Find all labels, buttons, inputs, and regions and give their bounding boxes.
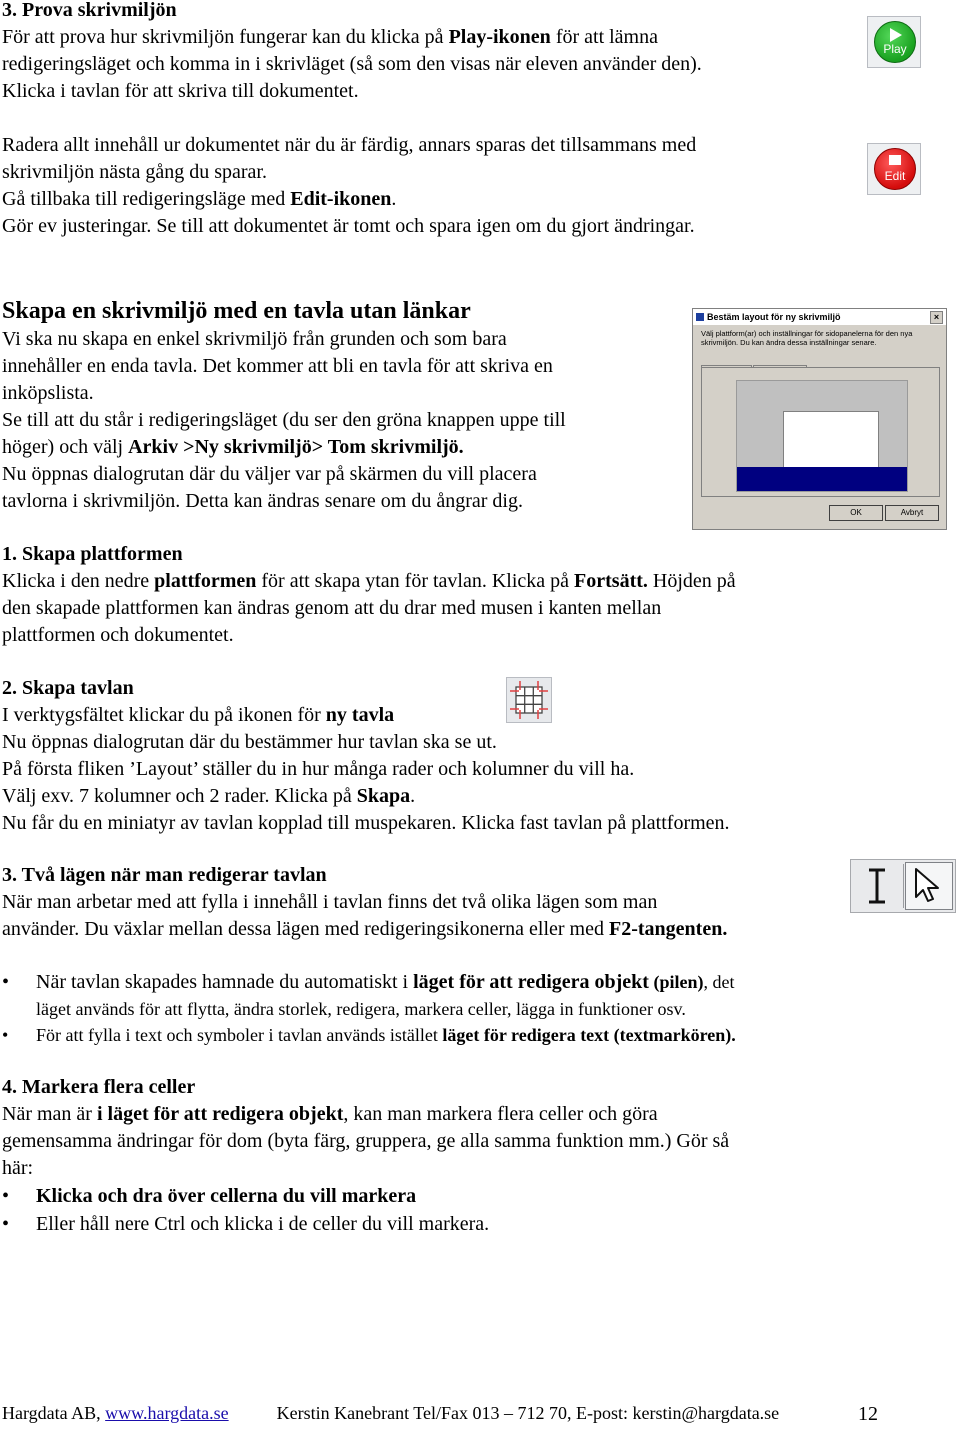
bullet: •	[2, 1185, 10, 1207]
dialog-desc-line: Välj plattform(ar) och inställningar för sidopanelerna för den nya	[701, 329, 913, 338]
divider	[903, 864, 904, 908]
list-item-text: För att fylla i text och symboler i tavlan används istället läget för redigera text (textmarkören).	[36, 1025, 736, 1045]
paragraph-line: Gör ev justeringar. Se till att dokumentet är tomt och spara igen om du gjort ändringar.	[2, 215, 695, 237]
page-footer	[2, 1402, 779, 1424]
document-area	[783, 411, 879, 475]
bullet: •	[2, 971, 10, 993]
list-item	[2, 1183, 416, 1210]
footer-company: Hargdata AB,	[2, 1403, 106, 1423]
section-step2	[2, 675, 730, 837]
paragraph-line: För att prova hur skrivmiljön fungerar kan du klicka på Play-ikonen för att lämna	[2, 26, 658, 48]
page-number: 12	[858, 1403, 878, 1425]
paragraph-line: När man arbetar med att fylla i innehåll i tavlan finns det två olika lägen som man	[2, 891, 658, 913]
list-item-text: läget används för att flytta, ändra storlek, redigera, markera celler, lägga in funktioner osv.	[36, 999, 686, 1019]
arrow-cursor-icon	[905, 862, 953, 910]
list-item-text: Eller håll nere Ctrl och klicka i de celler du vill markera.	[36, 1213, 490, 1235]
paragraph-line: Nu öppnas dialogrutan där du väljer var på skärmen du vill placera	[2, 463, 537, 485]
paragraph-line: Nu får du en miniatyr av tavlan kopplad till muspekaren. Klicka fast tavlan på plattformen.	[2, 812, 730, 834]
paragraph-line: Gå tillbaka till redigeringsläge med Edit-ikonen.	[2, 188, 397, 210]
paragraph-line: Klicka i den nedre plattformen för att skapa ytan för tavlan. Klicka på Fortsätt. Höjden på	[2, 570, 736, 592]
paragraph-line: Radera allt innehåll ur dokumentet när du är färdig, annars sparas det tillsammans med	[2, 134, 697, 156]
list-item-text: Klicka och dra över cellerna du vill markera	[36, 1185, 417, 1207]
list-item	[2, 1211, 489, 1238]
paragraph-line: här:	[2, 1157, 34, 1179]
paragraph-line: använder. Du växlar mellan dessa lägen med redigeringsikonerna eller med F2-tangenten.	[2, 918, 728, 940]
section-heading: Skapa en skrivmiljö med en tavla utan länkar	[2, 298, 471, 324]
section-title: 3. Prova skrivmiljön	[2, 0, 177, 21]
section-step3	[2, 862, 727, 943]
section-title: 4. Markera flera celler	[2, 1076, 196, 1098]
list-item	[2, 969, 734, 1023]
paragraph-line: den skapade plattformen kan ändras genom att du drar med musen i kanten mellan	[2, 597, 662, 619]
paragraph-line: inköpslista.	[2, 382, 94, 404]
paragraph-line: På första fliken ’Layout’ ställer du in hur många rader och kolumner du vill ha.	[2, 758, 635, 780]
edit-icon: Edit	[867, 143, 921, 195]
cancel-button: Avbryt	[885, 505, 939, 521]
paragraph-line: Nu öppnas dialogrutan där du bestämmer hur tavlan ska se ut.	[2, 731, 497, 753]
paragraph-line: tavlorna i skrivmiljön. Detta kan ändras senare om du ångrar dig.	[2, 490, 523, 512]
play-icon: Play	[867, 16, 921, 68]
close-icon: ×	[930, 311, 943, 324]
dialog-title: Bestäm layout för ny skrivmiljö	[707, 312, 841, 322]
section-step1	[2, 541, 736, 649]
dialog-tabs	[701, 355, 808, 367]
dialog-titlebar	[693, 309, 946, 325]
list-item	[2, 1022, 736, 1049]
section-title: 2. Skapa tavlan	[2, 677, 134, 699]
ok-button: OK	[829, 505, 883, 521]
paragraph-line: höger) och välj Arkiv >Ny skrivmiljö> Tom skrivmiljö.	[2, 436, 464, 458]
list-item-text: När tavlan skapades hamnade du automatiskt i läget för att redigera objekt (pilen), det	[36, 971, 735, 993]
footer-contact: Kerstin Kanebrant Tel/Fax 013 – 712 70, E-post: kerstin@hargdata.se	[276, 1403, 780, 1423]
paragraph-line: Se till att du står i redigeringsläget (du ser den gröna knappen uppe till	[2, 409, 566, 431]
paragraph-line: plattformen och dokumentet.	[2, 624, 234, 646]
dialog-app-icon	[696, 313, 704, 321]
section-prova	[2, 0, 702, 240]
section-title: 1. Skapa plattformen	[2, 543, 183, 565]
footer-link[interactable]: www.hargdata.se	[105, 1403, 229, 1423]
dialog-desc-line: skrivmiljön. Du kan ändra dessa inställningar senare.	[701, 338, 877, 347]
new-table-icon	[506, 677, 552, 723]
paragraph-line: När man är i läget för att redigera objekt, kan man markera flera celler och göra	[2, 1103, 658, 1125]
layout-preview	[736, 380, 908, 492]
paragraph-line: skrivmiljön nästa gång du sparar.	[2, 161, 267, 183]
layout-dialog-screenshot	[692, 308, 947, 530]
section-title: 3. Två lägen när man redigerar tavlan	[2, 864, 327, 886]
paragraph-line: gemensamma ändringar för dom (byta färg, gruppera, ge alla samma funktion mm.) Gör så	[2, 1130, 730, 1152]
section-create	[2, 296, 566, 515]
paragraph-line: Klicka i tavlan för att skriva till dokumentet.	[2, 80, 359, 102]
edit-mode-icons	[850, 859, 956, 913]
paragraph-line: redigeringsläget och komma in i skrivläget (så som den visas när eleven använder den).	[2, 53, 702, 75]
paragraph-line: Vi ska nu skapa en enkel skrivmiljö från grunden och som bara	[2, 328, 507, 350]
text-cursor-icon	[857, 864, 897, 908]
paragraph-line: Välj exv. 7 kolumner och 2 rader. Klicka på Skapa.	[2, 785, 416, 807]
paragraph-line: innehåller en enda tavla. Det kommer att bli en tavla för att skriva en	[2, 355, 553, 377]
platform-bottom	[737, 467, 907, 491]
dialog-description	[693, 325, 946, 347]
paragraph-line: I verktygsfältet klickar du på ikonen för ny tavla	[2, 704, 395, 726]
section-step4	[2, 1074, 729, 1182]
bullet: •	[2, 1213, 10, 1235]
dialog-panel	[701, 367, 940, 497]
bullet: •	[2, 1025, 9, 1045]
